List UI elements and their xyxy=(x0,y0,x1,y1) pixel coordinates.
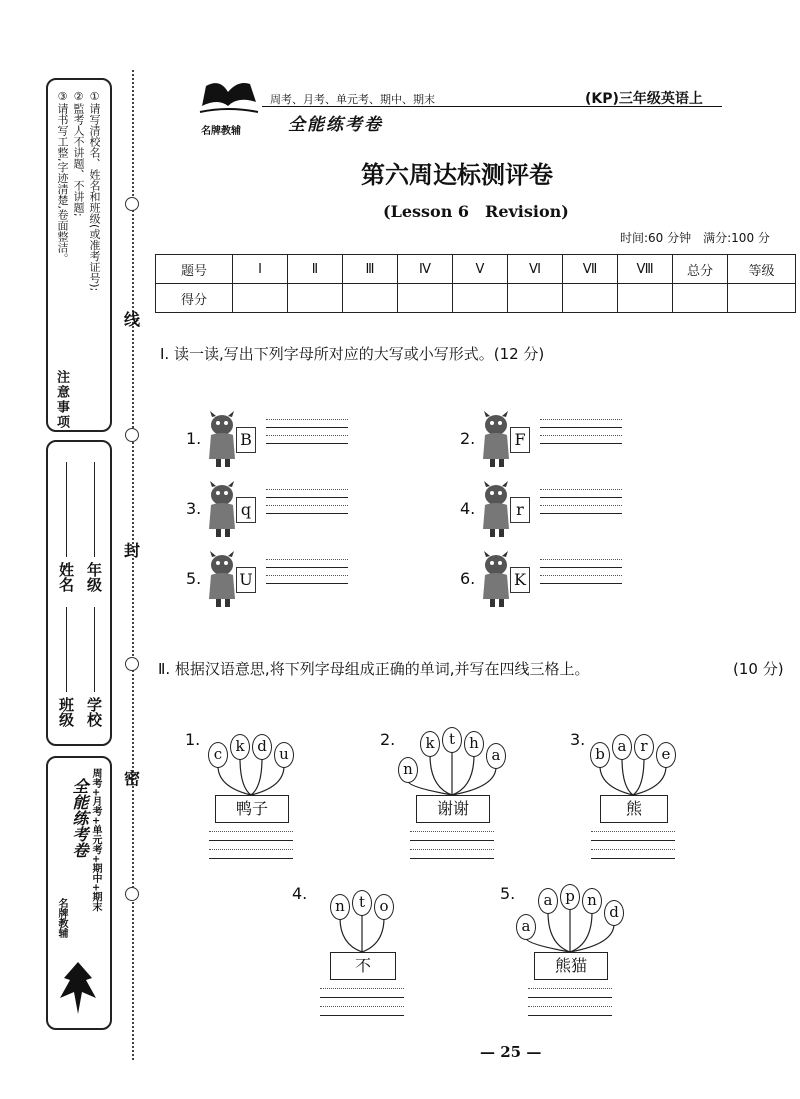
score-header-cell: Ⅰ xyxy=(233,255,288,284)
score-cell[interactable] xyxy=(233,284,288,313)
item-number: 3. xyxy=(186,499,202,518)
letter-balloon: n xyxy=(398,757,418,783)
guide-line xyxy=(320,997,404,998)
name-label: 姓名 xyxy=(57,562,75,592)
guide-line xyxy=(591,840,675,841)
guide-line xyxy=(209,858,293,859)
score-cell[interactable] xyxy=(453,284,508,313)
letter-balloon: d xyxy=(252,734,272,760)
item-number: 5. xyxy=(186,569,202,588)
guide-line xyxy=(266,435,348,436)
score-header-cell: Ⅳ xyxy=(398,255,453,284)
logo-text: 名牌教辅 xyxy=(201,126,241,137)
guide-line xyxy=(540,435,622,436)
guide-line xyxy=(591,858,675,859)
notes-line-2: ②監考人不讲题、不讲题; xyxy=(72,90,85,217)
guide-line xyxy=(410,858,494,859)
guide-line xyxy=(591,849,675,850)
meaning-box: 谢谢 xyxy=(416,795,490,823)
grade-line[interactable] xyxy=(94,462,95,557)
guide-line xyxy=(266,583,348,584)
class-line[interactable] xyxy=(66,607,67,692)
exam-info: 时间:60 分钟 满分:100 分 xyxy=(620,231,770,245)
section2-score: (10 分) xyxy=(733,660,784,678)
guide-line xyxy=(266,513,348,514)
score-header-cell: 题号 xyxy=(156,255,233,284)
guide-line xyxy=(266,559,348,560)
letter-balloon: a xyxy=(486,743,506,769)
section1-title: Ⅰ. 读一读,写出下列字母所对应的大写或小写形式。(12 分) xyxy=(160,345,545,363)
score-cell[interactable] xyxy=(508,284,563,313)
score-header-cell: Ⅱ xyxy=(288,255,343,284)
letter-balloon: u xyxy=(274,742,294,768)
letter-balloon: n xyxy=(330,894,350,920)
letter-card: q xyxy=(236,497,256,523)
guide-line xyxy=(410,849,494,850)
guide-line xyxy=(540,567,622,568)
cut-char-line: 线 xyxy=(124,310,141,329)
four-line-grid[interactable] xyxy=(591,831,675,863)
ad-logo-icon xyxy=(56,958,100,1018)
score-row-label: 得分 xyxy=(156,284,233,313)
ad-line: 周考+月考+单元考+期中+期末 xyxy=(90,768,101,912)
writing-lines[interactable] xyxy=(540,419,622,451)
guide-line xyxy=(266,505,348,506)
lesson-subtitle: (Lesson 6 Revision) xyxy=(383,202,569,221)
score-cell[interactable] xyxy=(398,284,453,313)
item-number: 1. xyxy=(185,730,201,749)
letter-card: K xyxy=(510,567,530,593)
notes-box xyxy=(46,78,112,432)
brand-title: 全能练考卷 xyxy=(288,115,383,135)
four-line-grid[interactable] xyxy=(410,831,494,863)
letter-balloon: a xyxy=(612,734,632,760)
meaning-box: 鸭子 xyxy=(215,795,289,823)
guide-line xyxy=(209,831,293,832)
guide-line xyxy=(266,489,348,490)
header-subtitle: 周考、月考、单元考、期中、期末 xyxy=(270,93,435,106)
guide-line xyxy=(540,443,622,444)
guide-line xyxy=(540,489,622,490)
guide-line xyxy=(266,567,348,568)
letter-balloon: r xyxy=(634,734,654,760)
punch-hole-1 xyxy=(125,197,139,211)
header-rule xyxy=(262,106,722,107)
letter-balloon: t xyxy=(442,727,462,753)
letter-balloon: b xyxy=(590,742,610,768)
guide-line xyxy=(540,513,622,514)
guide-line xyxy=(266,443,348,444)
guide-line xyxy=(266,419,348,420)
writing-lines[interactable] xyxy=(266,489,348,521)
writing-lines[interactable] xyxy=(266,559,348,591)
letter-balloon: a xyxy=(516,914,536,940)
guide-line xyxy=(266,427,348,428)
brand-logo-icon xyxy=(198,76,260,122)
ad-logo-text: 名牌教辅 xyxy=(56,898,67,938)
guide-line xyxy=(528,1006,612,1007)
punch-hole-4 xyxy=(125,887,139,901)
letter-card: r xyxy=(510,497,530,523)
cut-line xyxy=(132,70,134,1060)
score-cell[interactable] xyxy=(673,284,728,313)
score-table-header-row xyxy=(156,255,796,284)
item-number: 4. xyxy=(460,499,476,518)
guide-line xyxy=(266,497,348,498)
cut-char-seal: 封 xyxy=(124,541,141,560)
item-number: 6. xyxy=(460,569,476,588)
letter-balloon: h xyxy=(464,731,484,757)
guide-line xyxy=(540,559,622,560)
class-label: 班级 xyxy=(57,697,75,727)
guide-line xyxy=(320,1006,404,1007)
guide-line xyxy=(540,419,622,420)
notes-line-3: ③请书写工整,字迹清楚,卷面整洁。 xyxy=(56,90,69,264)
letter-balloon: p xyxy=(560,884,580,910)
guide-line xyxy=(528,997,612,998)
meaning-box: 不 xyxy=(330,952,396,980)
writing-lines[interactable] xyxy=(266,419,348,451)
letter-balloon: k xyxy=(230,734,250,760)
item-number: 4. xyxy=(292,884,308,903)
letter-balloon: d xyxy=(604,900,624,926)
letter-card: U xyxy=(236,567,256,593)
student-info-box xyxy=(46,440,112,746)
cut-char-secret: 密 xyxy=(124,769,141,788)
guide-line xyxy=(410,840,494,841)
notes-title: 注意事项 xyxy=(54,370,69,430)
guide-line xyxy=(320,1015,404,1016)
writing-lines[interactable] xyxy=(540,489,622,521)
guide-line xyxy=(540,505,622,506)
four-line-grid[interactable] xyxy=(528,988,612,1020)
score-cell[interactable] xyxy=(618,284,673,313)
score-header-cell: Ⅵ xyxy=(508,255,563,284)
section2-title: Ⅱ. 根据汉语意思,将下列字母组成正确的单词,并写在四线三格上。 xyxy=(158,660,590,678)
score-header-cell: 总分 xyxy=(673,255,728,284)
guide-line xyxy=(528,1015,612,1016)
score-header-cell: Ⅴ xyxy=(453,255,508,284)
guide-line xyxy=(209,849,293,850)
grade-label: 年级 xyxy=(85,562,103,592)
four-line-grid[interactable] xyxy=(209,831,293,863)
ad-box xyxy=(46,756,112,1030)
book-label: (KP)三年级英语上 xyxy=(585,91,703,107)
letter-balloon: k xyxy=(420,731,440,757)
score-cell[interactable] xyxy=(288,284,343,313)
letter-balloon: e xyxy=(656,742,676,768)
meaning-box: 熊猫 xyxy=(534,952,608,980)
letter-balloon: c xyxy=(208,742,228,768)
letter-card: B xyxy=(236,427,256,453)
school-label: 学校 xyxy=(85,697,103,727)
punch-hole-2 xyxy=(125,428,139,442)
page-title: 第六周达标测评卷 xyxy=(361,161,553,189)
guide-line xyxy=(209,840,293,841)
guide-line xyxy=(540,575,622,576)
school-line[interactable] xyxy=(94,607,95,692)
score-header-cell: 等级 xyxy=(728,255,796,284)
meaning-box: 熊 xyxy=(600,795,668,823)
guide-line xyxy=(540,583,622,584)
guide-line xyxy=(320,988,404,989)
item-number: 3. xyxy=(570,730,586,749)
score-header-cell: Ⅲ xyxy=(343,255,398,284)
item-number: 5. xyxy=(500,884,516,903)
punch-hole-3 xyxy=(125,657,139,671)
guide-line xyxy=(540,497,622,498)
score-header-cell: Ⅷ xyxy=(618,255,673,284)
letter-card: F xyxy=(510,427,530,453)
guide-line xyxy=(540,427,622,428)
letter-balloon: o xyxy=(374,894,394,920)
score-header-cell: Ⅶ xyxy=(563,255,618,284)
letter-balloon: n xyxy=(582,888,602,914)
name-line[interactable] xyxy=(66,462,67,557)
score-table xyxy=(155,254,796,313)
score-cell[interactable] xyxy=(563,284,618,313)
guide-line xyxy=(410,831,494,832)
score-table-score-row xyxy=(156,284,796,313)
four-line-grid[interactable] xyxy=(320,988,404,1020)
writing-lines[interactable] xyxy=(540,559,622,591)
item-number: 1. xyxy=(186,429,202,448)
item-number: 2. xyxy=(380,730,396,749)
guide-line xyxy=(266,575,348,576)
guide-line xyxy=(591,831,675,832)
score-cell[interactable] xyxy=(343,284,398,313)
item-number: 2. xyxy=(460,429,476,448)
notes-line-1: ①请写清校名、姓名和班级(或准考证号); xyxy=(88,90,101,292)
letter-balloon: t xyxy=(352,890,372,916)
guide-line xyxy=(528,988,612,989)
letter-balloon: a xyxy=(538,888,558,914)
ad-brand: 全能练考卷 xyxy=(70,778,89,858)
score-cell[interactable] xyxy=(728,284,796,313)
page-number: — 25 — xyxy=(480,1043,542,1061)
